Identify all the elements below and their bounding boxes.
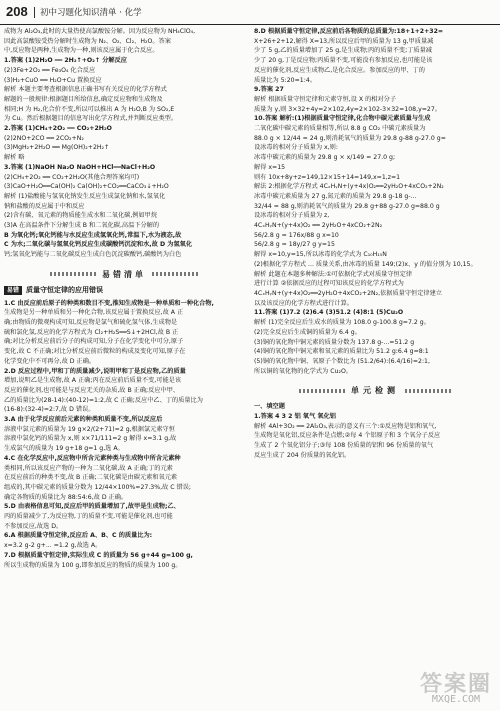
text-line: 解法 2:根据化学方程式 4CₓHᵧN+(y+4x)O₂══2yH₂O+4xCO₂+2N₂	[254, 183, 444, 191]
text-line: 6.A 根据质量守恒定律,反应后 A、B、C 的质量比为:	[4, 532, 153, 540]
text-line: 3.答案 (1)NaOH Na₂O NaOH+HCl══NaCl+H₂O	[4, 163, 156, 171]
text-line: (3)MgH₂+2H₂O ══ Mg(OH)₂+2H₂↑	[4, 144, 110, 152]
text-line: 5.D 由表格信息可知,反应后甲的质量增加了,故甲是生成物;乙、	[4, 503, 180, 511]
text-line: 88.0 g × 12/44 = 24 g,则消耗氧气的质量为 29.8 g-88 g-27.0 g=	[254, 134, 446, 142]
text-line: (2)3Fe+2O₂ ══ Fe₃O₄ 化合反应	[4, 66, 96, 74]
text-line: (2)根据化学方程式 ... 质量关系,由冰毒的质量 149;(2)x、y 的值分别为 10,15。	[254, 260, 477, 268]
text-line: 质量比为 5:20=1:4。	[254, 76, 316, 84]
text-line: (16-8):(32-4)=2:7,故 D 错误。	[4, 406, 95, 414]
book-title: 初中习题化知识清单 · 化学	[40, 8, 142, 18]
text-line: (5)铜的氧化物中铜、氧原子个数比为 (51.2/64):(6.4/16)=2:1,	[254, 357, 430, 365]
text-line: 所以生成物的质量为 100 g,即参加反应的物质的质量为 100 g。	[4, 561, 182, 569]
text-line: 11.答案 (1)7.2 (2)6.4 (3)51.2 (4)8:1 (5)Cu₂O	[254, 309, 404, 317]
text-line: 4CₓHᵧN+(y+4x)O₂══2yH₂O+4xCO₂+2N₂,依据质量守恒定律建立	[254, 289, 442, 297]
text-line: 1.答案 (1)2H₂O ══ 2H₂↑+O₂↑ 分解反应	[4, 57, 127, 65]
text-line: 丙的质量减少了,为反应物,丁的质量不变,可能是催化剂,也可能	[4, 513, 173, 521]
text-line: (3)A 在高温条件下分解生成 B 和二氧化碳,高温下分解的	[4, 222, 160, 230]
left-bottom-text	[4, 299, 244, 571]
text-line: 56/2.8 g = 176x/88 g x=10	[254, 231, 339, 239]
text-line: 确定各物质的质量比为 88:54:6,故 D 正确。	[4, 493, 128, 501]
watermark-logo	[420, 667, 492, 705]
text-line: (3)铜的氧化物中铜元素的质量分数为 137.8 g-...=51.2 g	[254, 338, 415, 346]
text-line: 设冰毒的相对分子质量为 z,	[254, 212, 330, 220]
text-line: 2.D 反应过程中,甲和丁的质量减少,说明甲和丁是反应物,乙的质量	[4, 367, 186, 375]
text-line: 冰毒中碳元素质量为 27 g,氮元素的质量为 29.8 g-18 g-...	[254, 192, 417, 200]
text-line: 4CₓHᵧN+(y+4x)O₂ ══ 2yH₂O+4xCO₂+2N₂	[254, 222, 383, 230]
right-column	[254, 27, 496, 461]
text-line: 解析 (1)盐酸能与氢氧化钠发生反应生成氯化钠和水,氢氧化	[4, 192, 166, 200]
text-line: 3.A 由于化学反应前后元素的种类和质量不变,所以反应后	[4, 416, 163, 424]
text-line: 反应的催化剂,也可能是与反应无关的杂质,故 B 正确;反应中甲、	[4, 386, 180, 394]
text-line: 进行计算 ②依据反应的过程可知该反应的化学方程式为	[254, 280, 404, 288]
error-tag: 易错	[4, 286, 22, 295]
text-line: 少了 20 g,丁是反应物;丙质量不变,可能没有参加反应,也可能是该	[254, 57, 433, 65]
text-line: 确;由物质的微观构成可知,反应物是氯气和硫化氢气体,生成物是	[4, 318, 178, 326]
text-line: (2)含有碳、氧元素的物质能生成水和二氧化碳,例如甲烷	[4, 212, 158, 220]
text-line: 生成氯气的质量为 19 g+18 g=1 g,选 A。	[4, 445, 124, 453]
text-line: 56/2.8 g = 18y/27 g y=15	[254, 241, 335, 249]
text-line: 组成的,其中碳元素的质量分数为 12/44×100%≈27.3%,故 C 错误;	[4, 483, 191, 491]
text-line: 在反应前后的种类不变,故 B 正确;二氧化碳是由碳元素和氧元素	[4, 474, 178, 482]
text-line: 解析 此题在本题多种解法:①可依据化学式对质量守恒定律	[254, 270, 413, 278]
text-line: 解析 4Al+3O₂ ══ 2Al₂O₃,表示的意义有三个:①反应物是铝和氧气,	[254, 422, 437, 430]
text-line: X+26+2+12,解得 X=13,所以反应后甲的质量为 13 g,甲质量减	[254, 37, 434, 45]
text-line: (4)铜的氧化物中铜元素和氧元素的质量比为 51.2 g:6.4 g=8:1	[254, 348, 429, 356]
text-line: B 为氧化钙;氧化钙能与水反应生成氢氧化钙,常温下,水为液态,故	[4, 231, 182, 239]
page-header	[0, 0, 500, 25]
text-line: 解得 x=15	[254, 163, 286, 171]
text-line: 反应生成了 204 份质量的氧化铝。	[254, 451, 351, 459]
text-line: 9.答案 27	[254, 86, 284, 94]
right-text	[254, 27, 496, 376]
text-line: 2.答案 (1)CH₄+2O₂ ══ CO₂+2H₂O	[4, 125, 112, 133]
text-line: 解析 (1)完全反应后生成水的质量为 108.0 g-100.8 g=7.2 g。	[254, 319, 430, 327]
text-line: 乙的质量比为(28-14):(40-12)=1:2,故 C 正确;反应中乙、丁的质量比为	[4, 396, 203, 404]
text-line: 确;对比分析反应前后分子的构成可知,分子在化学变化中可分,原子	[4, 338, 184, 346]
header-divider	[34, 7, 35, 18]
question-type-title: 一、填空题	[254, 403, 285, 411]
right-end-text	[254, 412, 496, 461]
text-line: 则有 10x+8y+z=149,12×15+14=149,x=1,z=1	[254, 173, 401, 181]
text-line: 不参加反应,故选 D。	[4, 522, 63, 530]
subsection-heading	[4, 286, 244, 296]
text-line: 设冰毒的相对分子质量为 x,则:	[254, 144, 338, 152]
text-line: (3)H₂+CuO ══ H₂O+Cu 置换反应	[4, 76, 102, 84]
text-line: 生成物是另一种单质和另一种化合物,该反应属于置换反应,故 A 正	[4, 309, 184, 317]
text-line: 质量为 y,则 3×32+4y=2×102,4y=2×102-3×32=108,y=27。	[254, 105, 441, 113]
text-line: 以及该反应的化学方程式进行计算。	[254, 299, 353, 307]
page-number: 208	[6, 4, 28, 19]
section-title-text: 易错清单	[102, 269, 146, 279]
left-top-text	[4, 27, 244, 260]
watermark-url: MXQE.COM	[431, 694, 481, 705]
text-line: 二氧化碳中碳元素的质量相等,所以 8.8 g CO₂ 中碳元素质量为	[254, 125, 426, 133]
text-line: 解得 x=10,y=15,所以冰毒的化学式为 C₁₀H₁₅N	[254, 251, 387, 259]
text-line: 1.答案 4 3 2 铝 氧气 氧化铝	[254, 413, 336, 421]
text-line: 7.D 根据质量守恒定律,实际生成 C 的质量为 56 g+44 g=100 g,	[4, 551, 193, 559]
text-line: 变化,故 C 不正确;对比分析反应前后微粒的构成及变化可知,原子在	[4, 348, 186, 356]
text-line: C 为水;二氧化碳与氢氧化钙反应生成碳酸钙沉淀和水,故 D 为氢氧化	[4, 241, 193, 249]
watermark-text: 答案圈	[419, 672, 492, 697]
left-column	[4, 27, 244, 570]
text-line: 溶液中氯元素的质量为 19 g×2/(2+71)≈2 g,根据氯元素守恒	[4, 425, 175, 433]
text-line: (2)CH₄+2O₂ ══ CO₂+2H₂O(其他合理答案均可)	[4, 173, 140, 181]
text-line: 4.C 在化学反应中,反应物中所含元素种类与生成物中所含元素种	[4, 454, 181, 462]
text-line: 溶液中氯化钙的质量为 x,则 x×71/111=2 g 解得 x=3.1 g,故	[4, 435, 177, 443]
text-line: 所以铜的氧化物的化学式为 Cu₂O。	[254, 367, 352, 375]
text-line: 解题的一般规律:根据题目所给信息,确定反应物和生成物及	[4, 95, 163, 103]
text-line: 因此高氯酸铵受热分解时生成物为 N₂、O₂、Cl₂、H₂O。答案	[4, 37, 171, 45]
text-line: 32/44 = 88 g,则消耗氧气的质量为 29.8 g+88 g-27.0 g=88.0 g	[254, 202, 440, 210]
text-line: 化学变化中不可再分,故 D 正确。	[4, 357, 96, 365]
text-line: (2)完全反应后生成铜的质量为 6.4 g。	[254, 328, 361, 336]
text-line: (3)CaO+H₂O══Ca(OH)₂ Ca(OH)₂+CO₂══CaCO₃↓+H₂O	[4, 183, 169, 191]
text-line: 增加,说明乙是生成物,故 A 正确;丙在反应前后质量不变,可能是该	[4, 377, 182, 385]
text-line: 少了 5 g,乙的质量增加了 25 g,是生成物;丙的质量不变;丁质量减	[254, 47, 432, 55]
text-line: 钠和盐酸的反应属于中和反应	[4, 202, 85, 210]
text-line: 硫和氯化氢,反应的化学方程式为 Cl₂+H₂S══S↓+2HCl,故 B 正	[4, 328, 179, 336]
text-line: 解析 本题主要考查根据信息正确书写有关反应的化学方程式	[4, 86, 167, 94]
text-line: 10.答案 解析:(1)根据质量守恒定律,化合物中碳元素质量与生成	[254, 115, 431, 123]
text-line: 中,反应物是两种,生成物为一种,则该反应属于化合反应。	[4, 47, 159, 55]
text-line: 解析 根据质量守恒定律和元素守恒,设 X 的相对分子	[254, 95, 397, 103]
text-line: 生成了 2 个氧化铝分子;③每 108 份质量的铝和 96 份质量的氧气	[254, 442, 434, 450]
text-line: 成物为 Al₂O₃,此时的大量热使高氯酸铵分解。因为反应物为 NH₄ClO₄,	[4, 28, 196, 35]
text-line: 冰毒中碳元素的质量为 29.8 g × x/149 = 27.0 g;	[254, 154, 396, 162]
text-line: 解析 略	[4, 154, 25, 162]
text-line: (2)2NO+2CO ══ 2CO₂+N₂	[4, 134, 84, 142]
unit-test-title	[254, 385, 496, 396]
text-line: 类相同,所以该反应产物的一种为二氧化碳,故 A 正确;丁的元素	[4, 464, 173, 472]
subsection-heading-text: 质量守恒定律的应用错误	[26, 285, 104, 294]
unit-test-title-text: 单元检测	[351, 386, 399, 396]
text-line: 8.D 根据质量守恒定律,反应前后各物质的总质量为:18+1+2+32=	[254, 28, 444, 35]
text-line: 反应的催化剂,反应生成物乙,是化合反应。参加反应的甲、丁的	[254, 66, 425, 74]
text-line: 1.C 由反应前后原子的种类和数目不变,推知生成物是一种单质和一种化合物,	[4, 299, 214, 307]
section-title	[4, 269, 244, 280]
text-line: 钙;氢氧化钙能与二氧化碳反应生成白色沉淀碳酸钙,碳酸钙为白色	[4, 251, 182, 259]
text-line: 相同;H 为 H₂,化合价不变,所以可以推出 A 为 H₂O,B 为 SO₂,E	[4, 105, 175, 113]
text-line: x=3.2 g-2 g+... =1.2 g,故选 A。	[4, 542, 102, 550]
text-line: 生成物是氧化铝,反应条件是点燃;②每 4 个铝原子和 3 个氧分子反应	[254, 432, 441, 440]
text-line: 为 Cu。然后根据题目的信息写出化学方程式,并判断反应类型。	[4, 115, 178, 123]
